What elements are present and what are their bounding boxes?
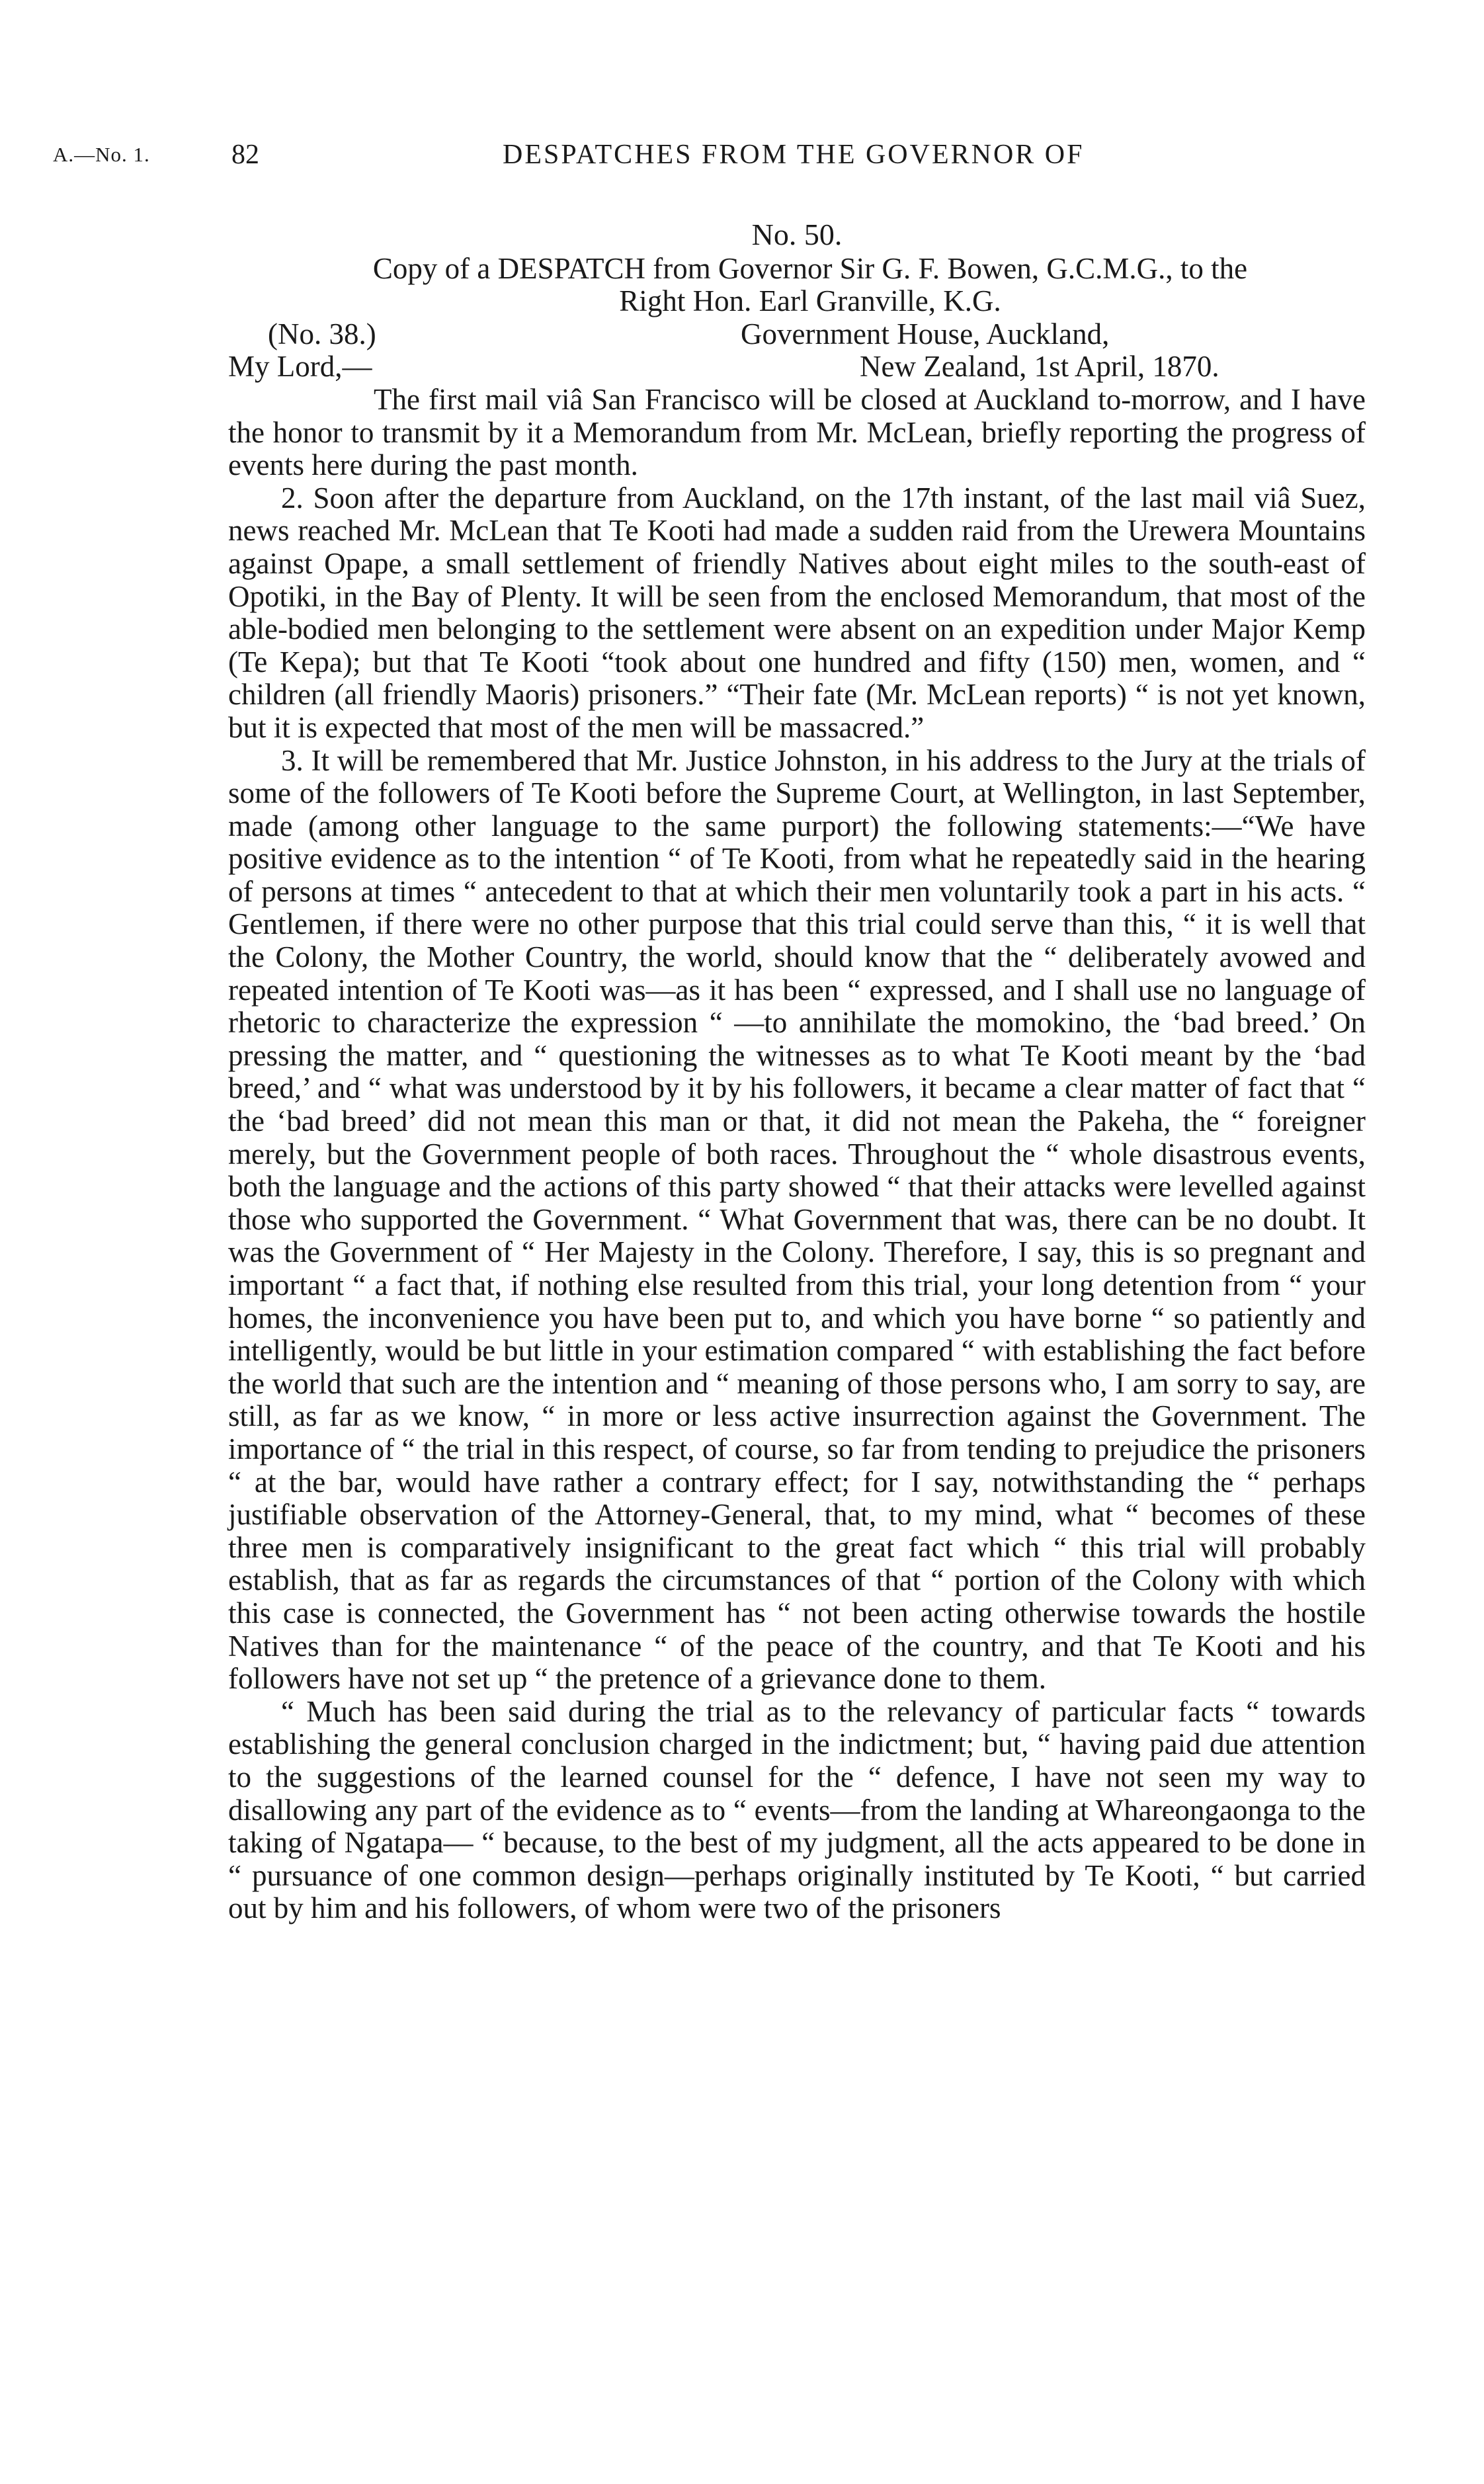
despatch-title-line2: Right Hon. Earl Granville, K.G. [619, 284, 1001, 318]
paragraph-1: The first mail viâ San Francisco will be closed at Auckland to-morrow, and I have the honor to transmit by it a Memorandum from Mr. McLean, briefly reporting the progress of events here during the past month. [228, 382, 1366, 482]
salutation: My Lord,— [228, 350, 372, 384]
address-line1: Government House, Auckland, [741, 317, 1110, 351]
page-number: 82 [231, 140, 259, 170]
despatch-title [228, 253, 1366, 318]
despatch-serial: (No. 38.) [268, 317, 376, 351]
paragraph-4: “ Much has been said during the trial as to the relevancy of particular facts “ towards establishing the general conclusion charged in the indictment; but, “ having paid due attention to the suggestions of the learned counsel for the “ defence, I have not seen my way to disallowing any part of the evidence as to “ events—from the landing at Whareongaonga to the taking of Ngatapa— “ because, to the best of my judgment, all the acts appeared to be done in “ pursuance of one common design—perhaps originally instituted by Te Kooti, “ but carried out by him and his followers, of whom were two of the prisoners [228, 1694, 1366, 1925]
running-title: DESPATCHES FROM THE GOVERNOR OF [503, 140, 1085, 170]
running-header [53, 139, 1257, 179]
despatch-number-row [228, 318, 1366, 351]
document-reference: A.—No. 1. [53, 143, 150, 166]
despatch-title-line1: Copy of a DESPATCH from Governor Sir G. F. Bowen, G.C.M.G., to the [372, 251, 1248, 285]
despatch-number: No. 50. [751, 218, 843, 251]
address-line2: New Zealand, 1st April, 1870. [860, 350, 1219, 384]
paragraph-3: 3. It will be remembered that Mr. Justice Johnston, in his address to the Jury at the trials of some of the followers of Te Kooti before the Supreme Court, at Wellington, in last September, made (among other language to the same purport) the following statements:—“We have positive evidence as to the intention “ of Te Kooti, from what he repeatedly said in the hearing of persons at times “ antecedent to that at which their men voluntarily took a part in his acts. “ Gentlemen, if there were no other purpose that this trial could serve than this, “ it is well that the Colony, the Mother Country, the world, should know that the “ deliberately avowed and repeated intention of Te Kooti was—as it has been “ expressed, and I shall use no language of rhetoric to characterize the expression “ —to annihilate the momokino, the ‘bad breed.’ On pressing the matter, and “ questioning the witnesses as to what Te Kooti meant by the ‘bad breed,’ and “ what was understood by it by his followers, it became a clear matter of fact that “ the ‘bad breed’ did not mean this man or that, it did not mean the Pakeha, the “ foreigner merely, but the Government people of both races. Throughout the “ whole disastrous events, both the language and the actions of this party showed “ that their attacks were levelled against those who supported the Government. “ What Government that was, there can be no doubt. It was the Government of “ Her Majesty in the Colony. Therefore, I say, this is so pregnant and important “ a fact that, if nothing else resulted from this trial, your long detention from “ your homes, the inconvenience you have been put to, and which you have borne “ so patiently and intelligently, would be but little in your estimation compared “ with establishing the fact before the world that such are the intention and “ meaning of those persons who, I am sorry to say, are still, as far as we know, “ in more or less active insurrection against the Government. The importance of “ the trial in this respect, of course, so far from tending to prejudice the prisoners “ at the bar, would have rather a contrary effect; for I say, notwithstanding the “ perhaps justifiable observation of the Attorney-General, that, to my mind, what “ becomes of these three men is comparatively insignificant to the great fact which “ this trial will probably establish, that as far as regards the circumstances of that “ portion of the Colony with which this case is connected, the Government has “ not been acting otherwise towards the hostile Natives than for the maintenance “ of the peace of the country, and that Te Kooti and his followers have not set up “ the pretence of a grievance done to them. [228, 743, 1366, 1696]
salutation-row [228, 351, 1366, 384]
page-body [228, 218, 1366, 1925]
paragraph-2: 2. Soon after the departure from Auckland, on the 17th instant, of the last mail viâ Suez, news reached Mr. McLean that Te Kooti had made a sudden raid from the Urewera Mountains against Opape, a small settlement of friendly Natives about eight miles to the south-east of Opotiki, in the Bay of Plenty. It will be seen from the enclosed Memorandum, that most of the able-bodied men belonging to the settlement were absent on an expedition under Major Kemp (Te Kepa); but that Te Kooti “took about one hundred and fifty (150) men, women, and “ children (all friendly Maoris) prisoners.” “Their fate (Mr. McLean reports) “ is not yet known, but it is expected that most of the men will be massacred.” [228, 481, 1366, 744]
